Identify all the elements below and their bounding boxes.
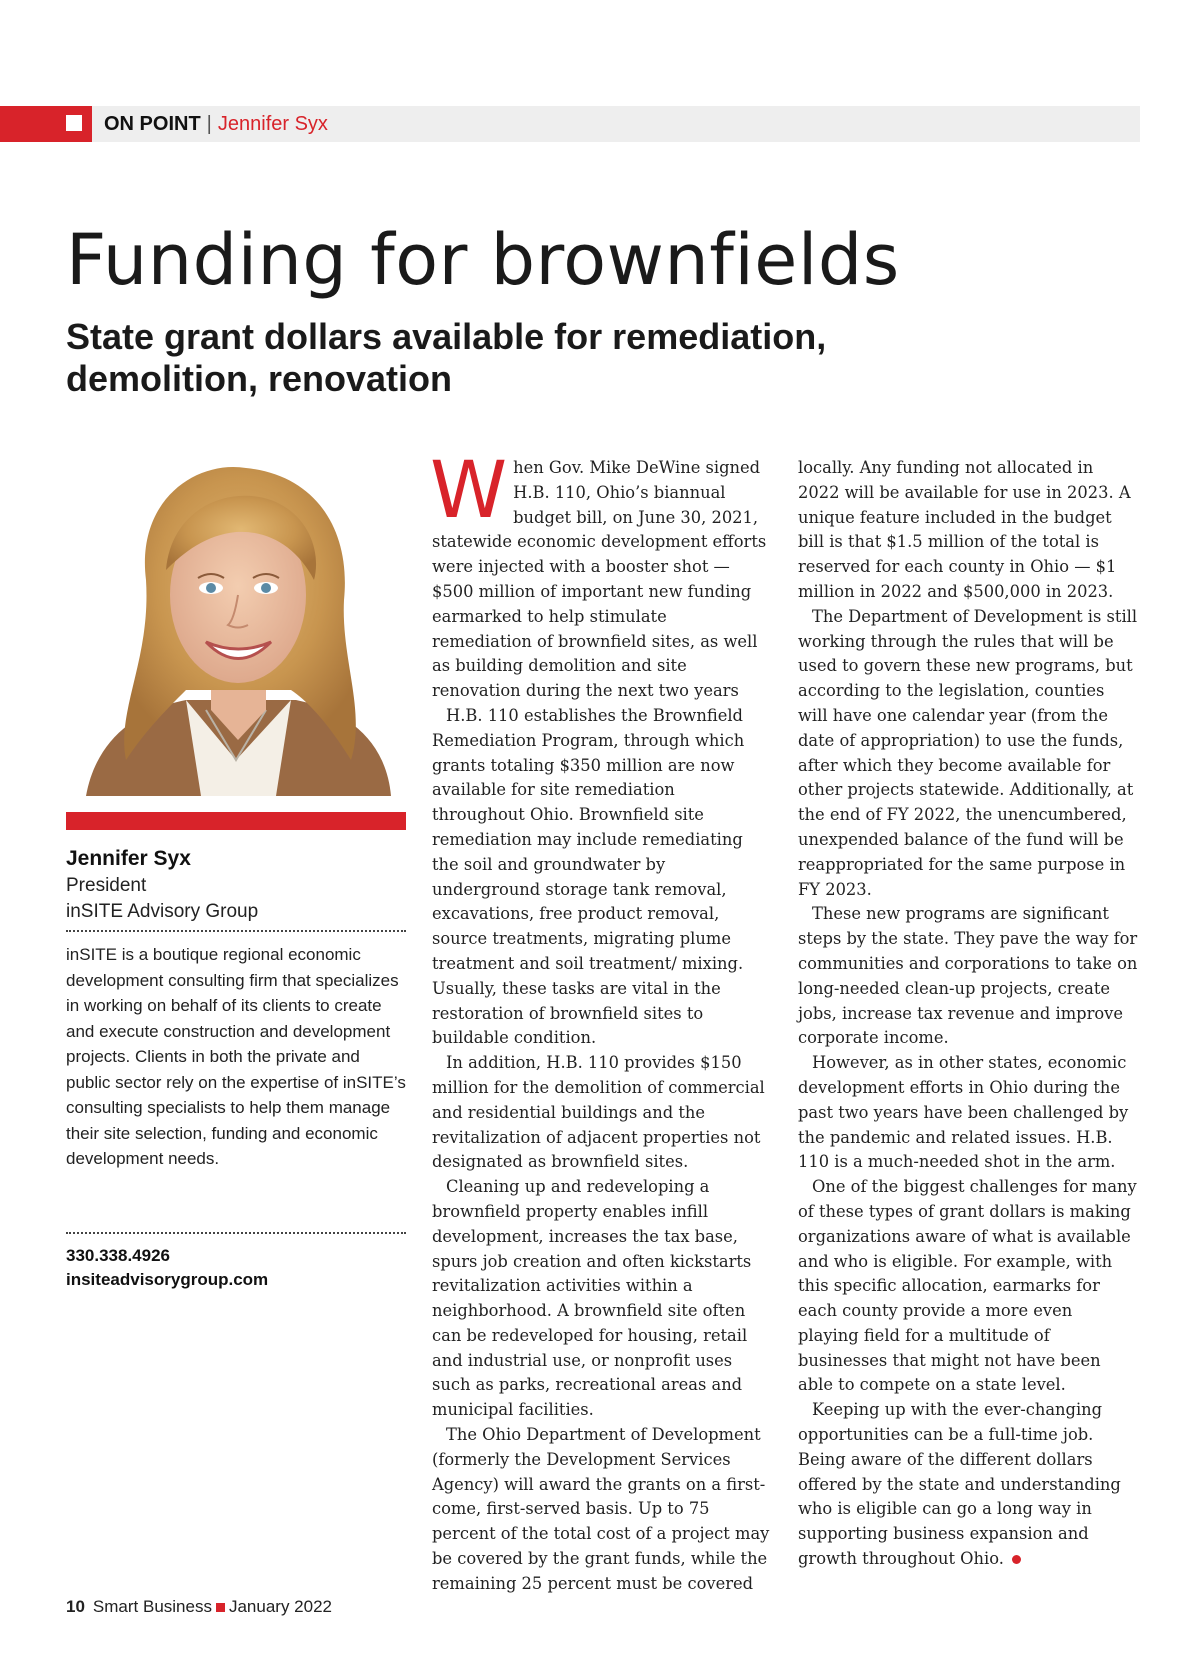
article-paragraph: Keeping up with the ever-changing opportunities can be a full-time job. Being aware of the different dollars offered by the state and understanding who is eligible can go a long way in supporting business expansion and growth throughout Ohio. xyxy=(798,1400,1121,1569)
issue-date: January 2022 xyxy=(228,1597,332,1616)
article-title: Funding for brownfields xyxy=(66,219,900,301)
page-footer xyxy=(66,1596,332,1618)
bio-red-rule xyxy=(66,812,406,830)
bio-name: Jennifer Syx xyxy=(66,847,191,870)
author-photo xyxy=(66,460,408,796)
bio-divider-bottom xyxy=(66,1232,406,1234)
section-separator: | xyxy=(206,113,212,135)
section-square-icon xyxy=(66,115,82,131)
article-subtitle: State grant dollars available for remediation, demolition, renovation xyxy=(66,316,827,399)
bio-role: President xyxy=(66,875,147,896)
article-paragraph: However, as in other states, economic development efforts in Ohio during the past two years have been challenged by the pandemic and related issues. H.B. 110 is a much-needed shot in the arm. xyxy=(798,1053,1129,1172)
page-number: 10 xyxy=(66,1597,85,1616)
footer-square-icon xyxy=(216,1603,225,1612)
article-paragraph: Cleaning up and redeveloping a brownfield property enables infill development, increases the tax base, spurs job creation and often kickstarts revitalization activities within a neighborhood. A brownfield site often can be redeveloped for housing, retail and industrial use, or nonprofit uses such as parks, recreational areas and municipal facilities. xyxy=(432,1177,752,1420)
article-paragraph: locally. Any funding not allocated in 2022 will be available for use in 2023. A unique feature included in the budget bill is that $1.5 million of the total is reserved for each county in Ohio — $1 million in 2022 and $500,000 in 2023. xyxy=(798,458,1131,601)
drop-cap: W xyxy=(430,446,508,536)
article-paragraph: H.B. 110 establishes the Brownfield Remediation Program, through which grants totaling $350 million are now available for site remediation throughout Ohio. Brownfield site remediation may include remediating the soil and groundwater by underground storage tank removal, excavations, free product removal, source treatments, migrating plume treatment and soil treatment/ mixing. Usually, these tasks are vital in the restoration of brownfield sites to buildable condition. xyxy=(432,705,745,1048)
bio-company: inSITE Advisory Group xyxy=(66,901,259,922)
article-paragraph: These new programs are significant steps by the state. They pave the way for communities and corporations to take on long-needed clean-up projects, create jobs, increase tax revenue and improve corporate income. xyxy=(798,904,1138,1048)
section-label: ON POINT xyxy=(104,113,201,135)
article-paragraph: In addition, H.B. 110 provides $150 million for the demolition of commercial and residential buildings and the revitalization of adjacent properties not designated as brownfield sites. xyxy=(432,1053,765,1172)
article-column-2 xyxy=(798,456,1138,1572)
bio-divider-top xyxy=(66,930,406,932)
bio-phone: 330.338.4926 xyxy=(66,1246,170,1265)
article-paragraph: The Ohio Department of Development (formerly the Development Services Agency) will award the grants on a first-come, first-served basis. Up to 75 percent of the total cost of a project may be covered by the grant funds, while the remaining 25 percent must be covered xyxy=(432,1425,770,1593)
bio-website-link[interactable]: insiteadvisorygroup.com xyxy=(66,1270,269,1289)
article-paragraph: The Department of Development is still working through the rules that will be used to govern these new programs, but according to the legislation, counties will have one calendar year (from the date of appropriation) to use the funds, after which they become available for other projects statewide. Additionally, at the end of FY 2022, the unencumbered, unexpended balance of the fund will be reappropriated for the same purpose in FY 2023. xyxy=(798,606,1138,899)
article-column-1 xyxy=(430,446,770,1597)
publication-name: Smart Business xyxy=(92,1597,212,1616)
bio-description: inSITE is a boutique regional economic development consulting firm that specializes in working on behalf of its clients to create and execute construction and development projects. Clients in both the private and public sector rely on the expertise of inSITE’s consulting specialists to help them manage their site selection, funding and economic development needs. xyxy=(66,945,406,1168)
section-header xyxy=(104,111,328,137)
section-author: Jennifer Syx xyxy=(217,113,328,135)
end-mark-icon xyxy=(1012,1555,1021,1564)
article-paragraph: One of the biggest challenges for many of these types of grant dollars is making organizations aware of what is available and who is eligible. For example, with this specific allocation, earmarks for each county provide a more even playing field for a multitude of businesses that might not have been able to compete on a state level. xyxy=(798,1177,1137,1395)
article-paragraph: When Gov. Mike DeWine signed H.B. 110, Ohio’s biannual budget bill, on June 30, 2021, statewide economic development efforts were injected with a booster shot — $500 million of important new funding earmarked to help stimulate remediation of brownfield sites, as well as building demolition and site renovation during the next two years xyxy=(430,446,767,701)
